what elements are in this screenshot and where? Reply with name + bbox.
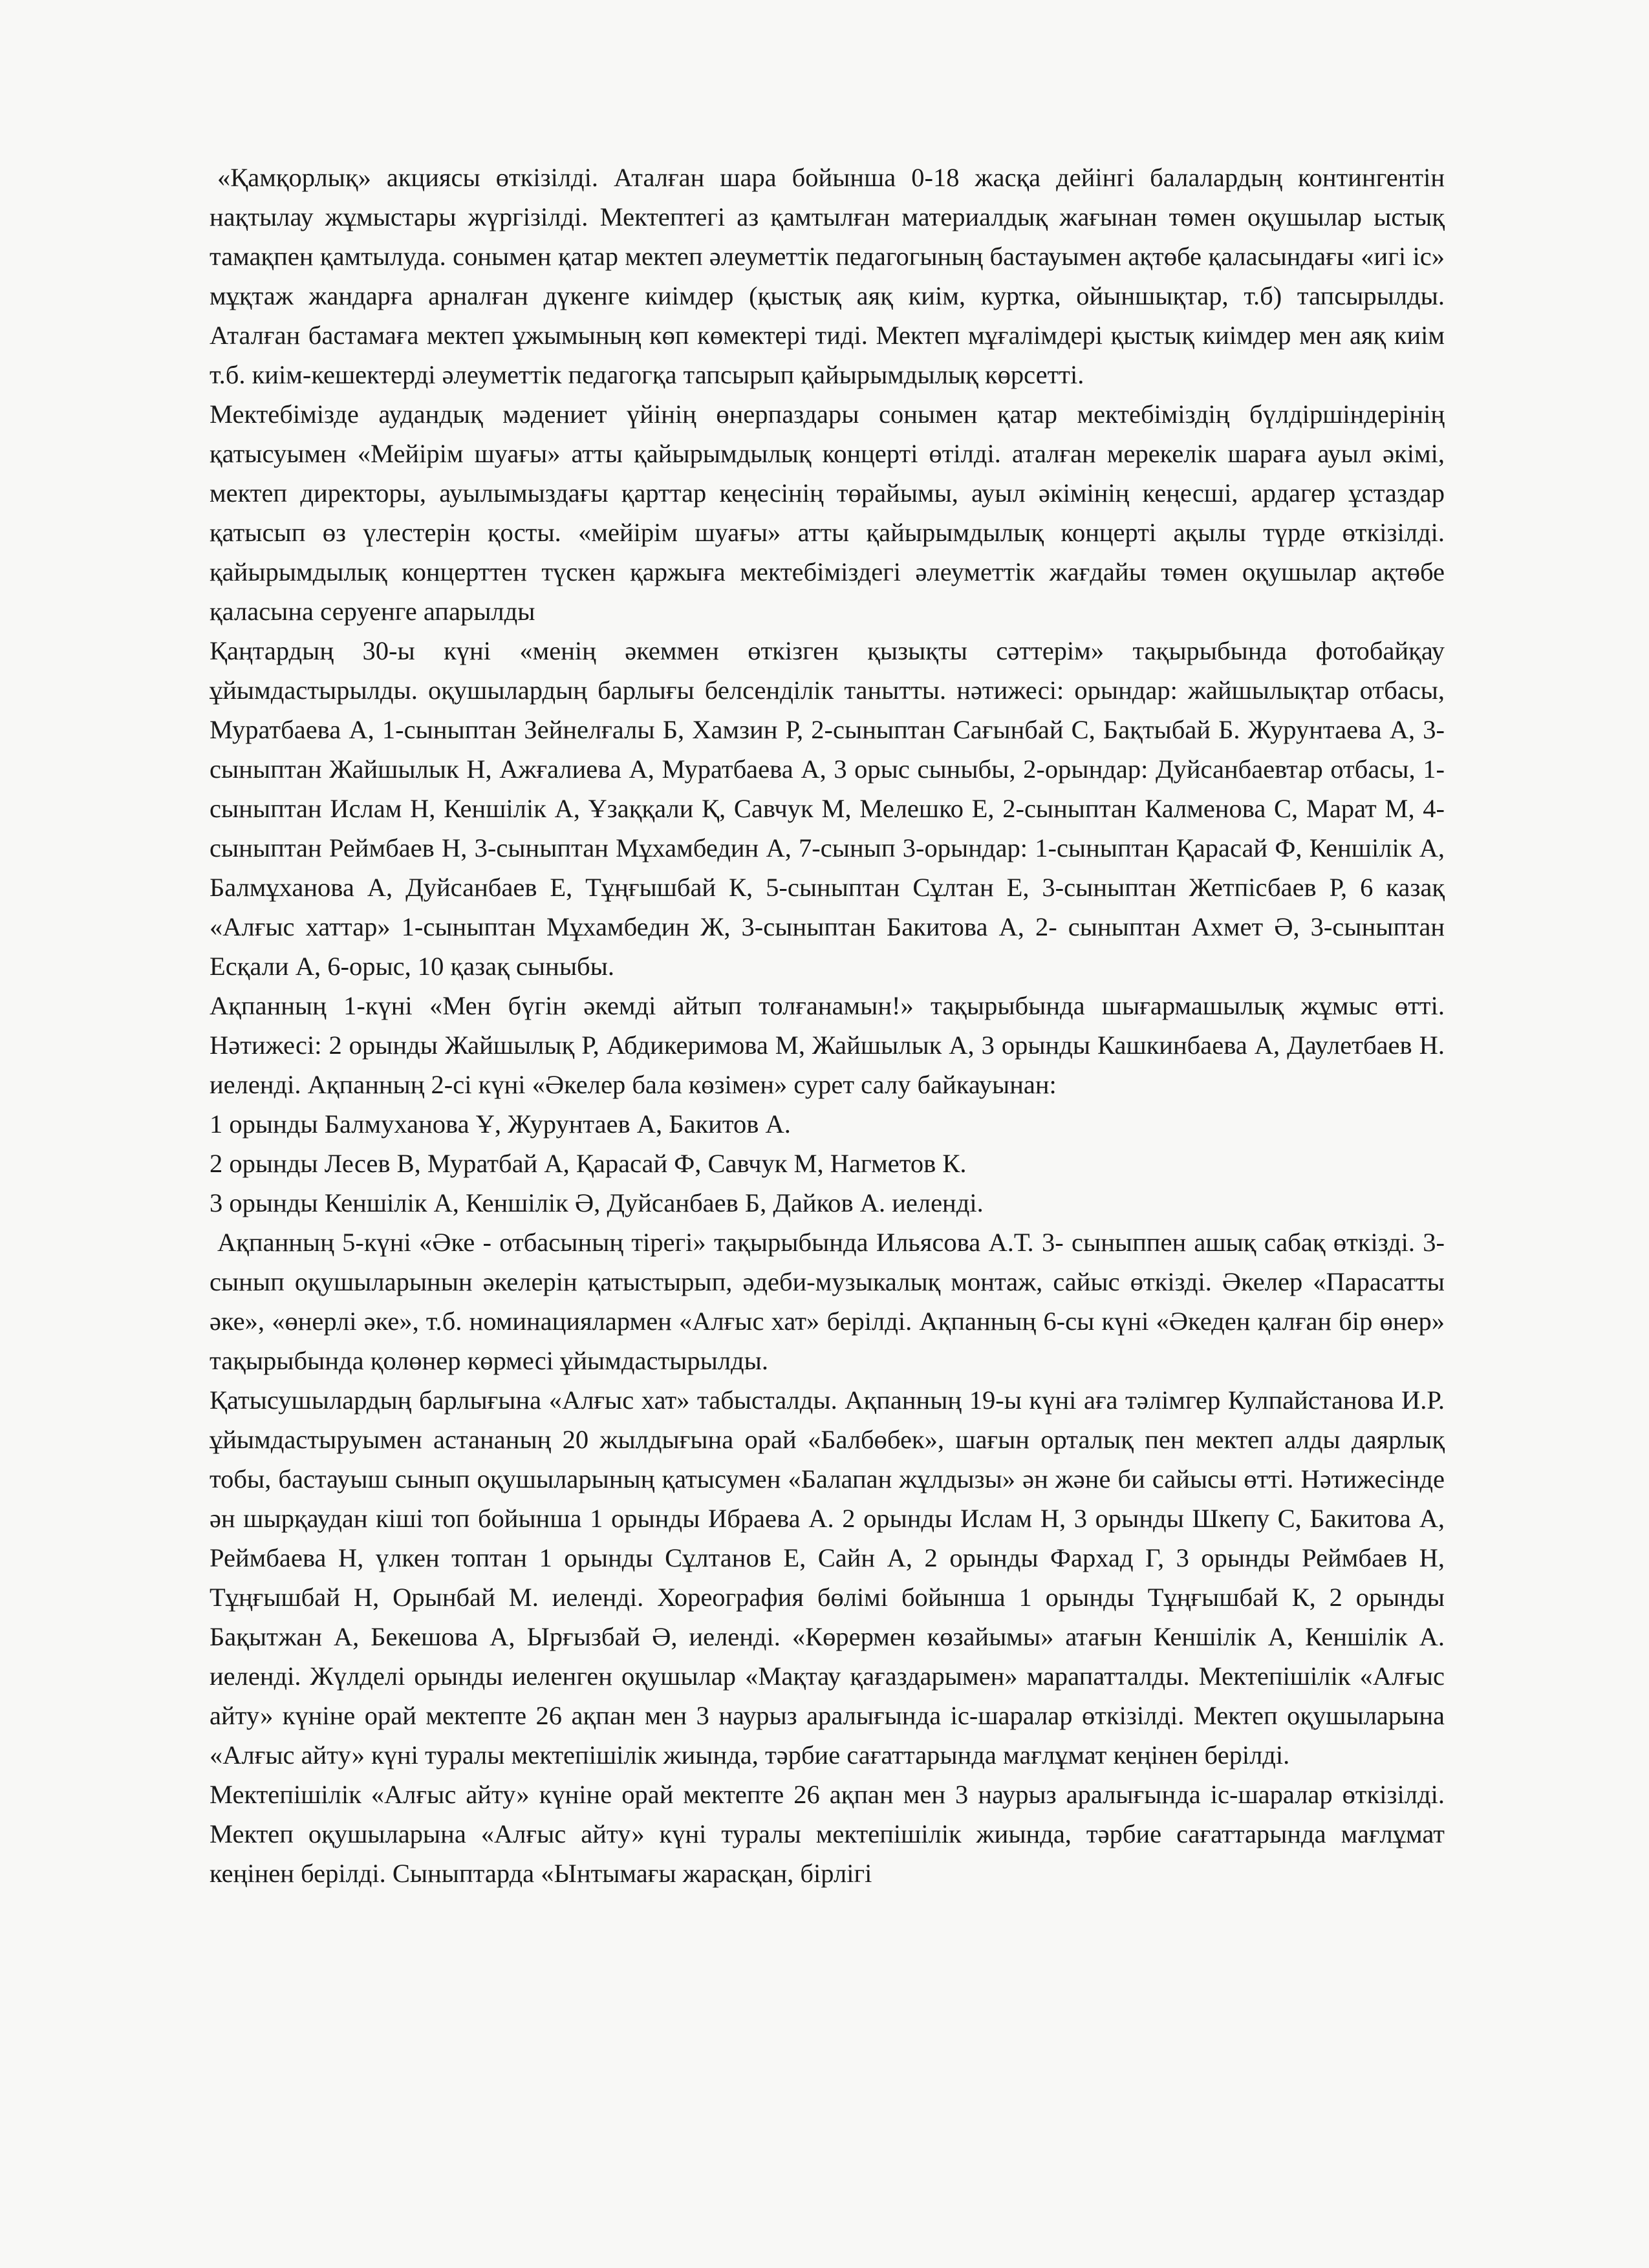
paragraph-photo-contest: Қаңтардың 30-ы күні «менің әкеммен өткізген қызықты сәттерім» тақырыбында фотобайқау ұйымдастырылды. оқушылардың барлығы белсенділік танытты. нәтижесі: орындар: жайшылықтар отбасы, Муратбаева А, 1-сыныптан Зейнелғалы Б, Хамзин Р, 2-сыныптан Сағынбай С, Бақтыбай Б. Журунтаева А, 3-сыныптан Жайшылык Н, Ажғалиева А, Муратбаева А, 3 орыс сыныбы, 2-орындар: Дуйсанбаевтар отбасы, 1-сыныптан Ислам Н, Кеншілік А, Ұзаққали Қ, Савчук М, Мелешко Е, 2-сыныптан Калменова С, Марат М, 4-сыныптан Реймбаев Н, 3-сыныптан Мұхамбедин А, 7-сынып 3-орындар: 1-сыныптан Қарасай Ф, Кеншілік А, Балмұханова А, Дуйсанбаев Е, Тұңғышбай К, 5-сыныптан Сұлтан Е, 3-сыныптан Жетпісбаев Р, 6 казақ «Алғыс хаттар» 1-сыныптан Мұхамбедин Ж, 3-сыныптан Бакитова А, 2- сыныптан Ахмет Ә, 3-сыныптан Есқали А, 6-орыс, 10 қазақ сыныбы. [210,636,1445,981]
paragraph-gratitude-day: Мектепішілік «Алғыс айту» күніне орай мектепте 26 ақпан мен 3 наурыз аралығында іс-шаралар өткізілді. Мектеп оқушыларына «Алғыс айту» күні туралы мектепішілік жиында, тәрбие сағаттарында мағлұмат кеңінен берілді. Сыныптарда «Ынтымағы жарасқан, бірлігі [210,1780,1445,1888]
drawing-second-place: 2 орынды Лесев В, Муратбай А, Қарасай Ф, Савчук М, Нагметов К. [210,1149,967,1178]
paragraph-creative-work: Ақпанның 1-күні «Мен бүгін әкемді айтып толғанамын!» тақырыбында шығармашылық жұмыс өтті. Нәтижесі: 2 орынды Жайшылық Р, Абдикеримова М, Жайшылык А, 3 орынды Кашкинбаева А, Даулетбаев Н. иеленді. Ақпанның 2-сі күні «Әкелер бала көзімен» сурет салу байкауынан: [210,991,1445,1099]
drawing-third-place: 3 орынды Кеншілік А, Кеншілік Ә, Дуйсанбаев Б, Дайков А. иеленді. [210,1188,984,1217]
drawing-first-place: 1 орынды Балмуханова Ұ, Журунтаев А, Бакитов А. [210,1109,791,1139]
paragraph-kamkorlyk-action: «Қамқорлық» акциясы өткізілді. Аталған шара бойынша 0-18 жасқа дейінгі балалардың контингентін нақтылау жұмыстары жүргізілді. Мектептегі аз қамтылған материалдық жағынан төмен оқушылар ыстық тамақпен қамтылуда. сонымен қатар мектеп әлеуметтік педагогының бастауымен ақтөбе қаласындағы «игі іс» мұқтаж жандарға арналған дүкенге киімдер (қыстық аяқ киім, куртка, ойыншықтар, т.б) тапсырылды. Аталған бастамаға мектеп ұжымының көп көмектері тиді. Мектеп мұғалімдері қыстық киімдер мен аяқ киім т.б. киім-кешектерді әлеуметтік педагогқа тапсырып қайырымдылық көрсетті. [210,163,1445,389]
paragraph-meyirim-concert: Мектебімізде аудандық мәдениет үйінің өнерпаздары сонымен қатар мектебіміздің бүлдіршіндерінің қатысуымен «Мейірім шуағы» атты қайырымдылық концерті өтілді. аталған мерекелік шараға ауыл әкімі, мектеп директоры, ауылымыздағы қарттар кеңесінің төрайымы, ауыл әкімінің кеңесші, ардагер ұстаздар қатысып өз үлестерін қосты. «мейірім шуағы» атты қайырымдылық концерті ақылы түрде өткізілді. қайырымдылық концерттен түскен қаржыға мектебіміздегі әлеуметтік жағдайы төмен оқушылар ақтөбе қаласына серуенге апарылды [210,400,1445,626]
paragraph-song-dance-contest: Қатысушылардың барлығына «Алғыс хат» табысталды. Ақпанның 19-ы күні аға тәлімгер Кулпайстанова И.Р. ұйымдастыруымен астананың 20 жылдығына орай «Балбөбек», шағын орталық пен мектеп алды даярлық тобы, бастауыш сынып оқушыларының қатысумен «Балапан жұлдызы» ән және би сайысы өтті. Нәтижесінде ән шырқаудан кіші топ бойынша 1 орынды Ибраева А. 2 орынды Ислам Н, 3 орынды Шкепу С, Бакитова А, Реймбаева Н, үлкен топтан 1 орынды Сұлтанов Е, Сайн А, 2 орынды Фархад Г, 3 орынды Реймбаев Н, Тұңғышбай Н, Орынбай М. иеленді. Хореография бөлімі бойынша 1 орынды Тұңғышбай К, 2 орынды Бақытжан А, Бекешова А, Ырғызбай Ә, иеленді. «Көрермен көзайымы» атағын Кеншілік А, Кеншілік А. иеленді. Жүлделі орынды иеленген оқушылар «Мақтау қағаздарымен» марапатталды. Мектепішілік «Алғыс айту» күніне орай мектепте 26 ақпан мен 3 наурыз аралығында іс-шаралар өткізілді. Мектеп оқушыларына «Алғыс айту» күні туралы мектепішілік жиында, тәрбие сағаттарында мағлұмат кеңінен берілді. [210,1385,1445,1770]
paragraph-open-lesson: Ақпанның 5-күні «Әке - отбасының тірегі» тақырыбында Ильясова А.Т. 3- сыныппен ашық сабақ өткізді. 3-сынып оқушыларынын әкелерін қатыстырып, әдеби-музыкалық монтаж, сайыс өткізді. Әкелер «Парасатты әке», «өнерлі әке», т.б. номинациялармен «Алғыс хат» берілді. Ақпанның 6-сы күні «Әкеден қалған бір өнер» тақырыбында қолөнер көрмесі ұйымдастырылды. [210,1228,1445,1375]
document-body [210,158,1445,1893]
